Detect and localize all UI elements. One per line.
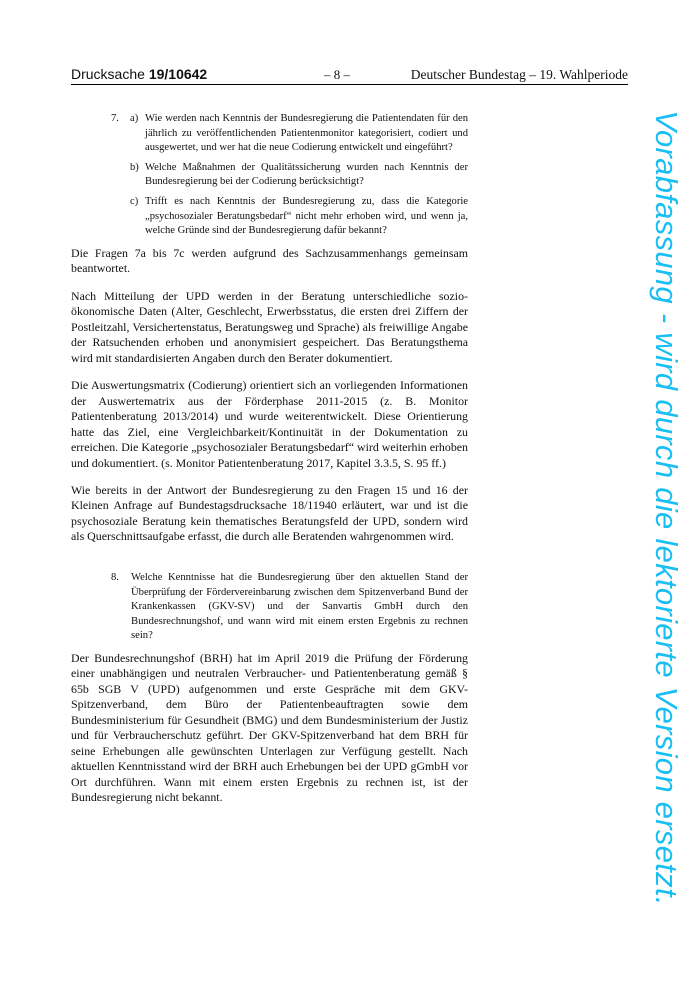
- question-text: Trifft es nach Kenntnis der Bundesregierung zu, dass die Kategorie „psychosozialer Beratungsbedarf“ nicht mehr erhoben wird, und wenn ja, welche Gründe sind der Bundesregierung dafür bekannt?: [145, 195, 468, 237]
- answer-paragraph: Die Auswertungsmatrix (Codierung) orientiert sich an vorliegenden Informationen der Auswertematrix aus der Förderphase 2011-2015 (z. B. Monitor Patientenberatung 2013/2014) und wurde weiterentwickelt. Diese Orientierung hatte das Ziel, eine Vergleichbarkeit/Kontinuität in der Dokumentation zu erreichen. Die Kategorie „psychosozialer Beratungsbedarf“ wird weiterhin erhoben und dokumentiert. (s. Monitor Patientenberatung 2017, Kapitel 3.3.5, S. 95 ff.): [71, 378, 468, 470]
- document-id: [71, 66, 207, 82]
- question-7b: [71, 161, 468, 190]
- draft-watermark: [646, 112, 686, 904]
- answer-paragraph: Nach Mitteilung der UPD werden in der Beratung unterschiedliche sozio-ökonomische Daten (Alter, Geschlecht, Erwerbsstatus, die ersten drei Ziffern der Postleitzahl, Versichertenstatus, Beratungsweg und Sprache) als freiwillige Angabe der Ratsuchenden erhoben und anonymisiert gespeichert. Das Beratungsthema wird mit standardisierten Angaben durch den Berater dokumentiert.: [71, 288, 468, 365]
- page-header: [71, 66, 628, 85]
- question-7a: [71, 112, 468, 156]
- page-number: – 8 –: [324, 67, 350, 82]
- answer-paragraph: Die Fragen 7a bis 7c werden aufgrund des Sachzusammenhangs gemeinsam beantwortet.: [71, 245, 468, 276]
- question-7c: [71, 195, 468, 239]
- question-text: Wie werden nach Kenntnis der Bundesregierung die Patientendaten für den jährlich zu veröffentlichenden Patientenmonitor kategorisiert, codiert und ausgewertet, und wer hat die neue Codierung entwickelt und eingeführt?: [145, 113, 468, 154]
- page-body: [71, 112, 468, 818]
- question-letter: a): [130, 113, 139, 124]
- doc-number-prefix: 19/: [148, 66, 169, 82]
- answer-paragraph: Der Bundesrechnungshof (BRH) hat im April 2019 die Prüfung der Förderung einer unabhängigen und neutralen Verbraucher- und Patientenberatung gemäß § 65b SGB V (UPD) aufgenommen und erste Gespräche mit dem GKV-Spitzenverband, dem Büro der Patientenbeauftragten sowie dem Bundesministerium für Gesundheit (BMG) und dem Bundesministerium der Justiz und für Verbraucherschutz geführt. Der GKV-Spitzenverband hat dem BRH für seine Erhebungen alle gewünschten Unterlagen zur Verfügung gestellt. Nach aktuellen Kenntnisstand wird der BRH auch Erhebungen bei der UPD gGmbH vor Ort durchführen. Wann mit einem ersten Ergebnis zu rechnen ist, ist der Bundesregierung nicht bekannt.: [71, 650, 468, 805]
- question-number: 7.: [111, 113, 119, 124]
- doc-number: 10642: [168, 66, 208, 82]
- publisher: Deutscher Bundestag – 19. Wahlperiode: [410, 67, 628, 82]
- question-letter: b): [130, 161, 139, 173]
- answer-paragraph: Wie bereits in der Antwort der Bundesregierung zu den Fragen 15 und 16 der Kleinen Anfrage auf Bundestagsdrucksache 18/11940 erläutert, war und ist die psychosoziale Beratung kein thematisches Beratungsfeld der UPD, sondern wird als Querschnittsaufgabe erfasst, die durch alle Beratenden wahrgenommen wird.: [71, 482, 468, 544]
- question-number: 8.: [111, 571, 119, 583]
- question-letter: c): [130, 195, 139, 207]
- question-8: [71, 571, 468, 644]
- question-text: Welche Maßnahmen der Qualitätssicherung wurden nach Kenntnis der Bundesregierung bei der Codierung berücksichtigt?: [145, 161, 468, 188]
- doc-label: Drucksache: [71, 66, 145, 82]
- watermark-text: Vorabfassung - wird durch die lektorierte Version ersetzt.: [649, 110, 684, 906]
- question-text: Welche Kenntnisse hat die Bundesregierung über den aktuellen Stand der Überprüfung der Fördervereinbarung zwischen dem Spitzenverband Bund der Krankenkassen (GKV-SV) und der Sanvartis GmbH durch den Bundesrechnungshof, und wann wird mit einem ersten Ergebnis zu rechnen sein?: [131, 571, 468, 642]
